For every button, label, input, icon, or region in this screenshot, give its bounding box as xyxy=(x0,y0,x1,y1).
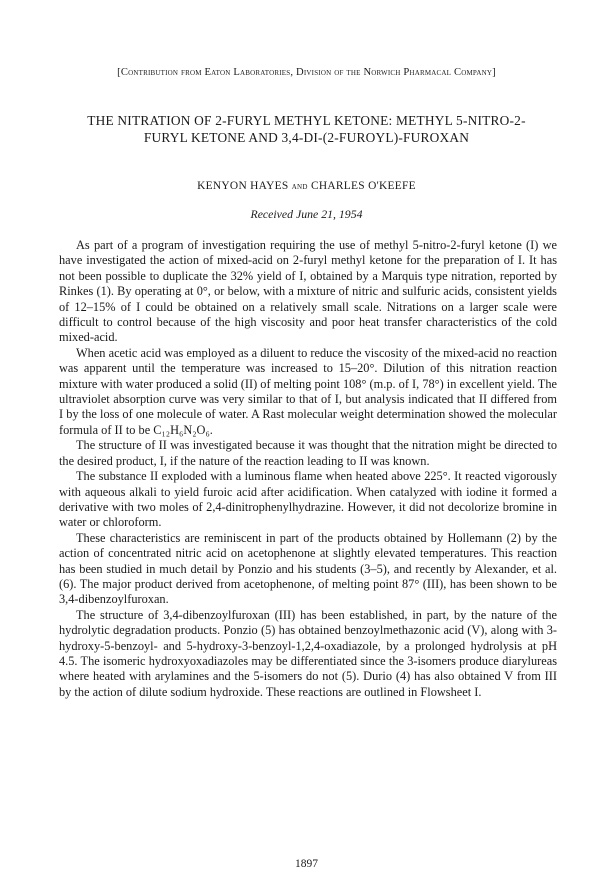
paragraph: As part of a program of investigation requiring the use of methyl 5-nitro-2-furyl ketone (I) we have investigated the action of mixed-acid on 2-furyl methyl ketone for the preparation of I. It has not been possible to duplicate the 32% yield of I, obtained by a Marquis type nitration, reported by Rinkes (1). By operating at 0°, or below, with a mixture of nitric and sulfuric acids, consistent yields of 12–15% of I could be obtained on a relatively small scale. Nitrations on a larger scale were difficult to control because of the high viscosity and poor heat transfer characteristics of the cold mixed-acid. xyxy=(59,238,557,345)
author-1: KENYON HAYES xyxy=(197,180,289,192)
article-title: THE NITRATION OF 2-FURYL METHYL KETONE: METHYL 5-NITRO-2-FURYL KETONE AND 3,4-DI-(2-FUROYL)-FUROXAN xyxy=(87,113,526,145)
paragraph: When acetic acid was employed as a diluent to reduce the viscosity of the mixed-acid no reaction was apparent until the temperature was increased to 15–20°. Dilution of this nitration reaction mixture with water produced a solid (II) of melting point 108° (m.p. of I, 78°) in excellent yield. The ultraviolet absorption curve was very similar to that of I, but analysis indicated that II differed from I by the loss of one molecule of water. A Rast molecular weight determination showed the molecular formula of II to be C₁₂H₆N₂O₆. xyxy=(59,345,557,437)
author-conjunction: and xyxy=(291,181,308,192)
affiliation: [Contribution from Eaton Laboratories, Division of the Norwich Pharmacal Company] xyxy=(117,67,496,78)
page-number: 1897 xyxy=(295,858,318,870)
paragraph: These characteristics are reminiscent in part of the products obtained by Hollemann (2) by the action of concentrated nitric acid on acetophenone at slightly elevated temperatures. This reaction has been studied in much detail by Ponzio and his students (3–5), and recently by Alexander, et al. (6). The major product derived from acetophenone, of melting point 87° (III), has been shown to be 3,4-dibenzoylfuroxan. xyxy=(59,530,557,607)
received-date: Received June 21, 1954 xyxy=(250,207,363,221)
paragraph: The substance II exploded with a luminous flame when heated above 225°. It reacted vigorously with aqueous alkali to yield furoic acid after acidification. When catalyzed with iodine it formed a derivative with two moles of 2,4-dinitrophenylhydrazine. However, it did not decolorize bromine in water or chloroform. xyxy=(59,469,557,530)
paragraph: The structure of II was investigated because it was thought that the nitration might be directed to the desired product, I, if the nature of the reaction leading to II was known. xyxy=(59,438,557,468)
author-2: CHARLES O'KEEFE xyxy=(310,180,416,192)
article-body xyxy=(59,238,557,700)
author-line xyxy=(96,180,517,192)
paragraph: The structure of 3,4-dibenzoylfuroxan (III) has been established, in part, by the nature of the hydrolytic degradation products. Ponzio (5) has obtained benzoylmethazonic acid (V), along with 3-hydroxy-5-benzoyl- and 5-hydroxy-3-benzoyl-1,2,4-oxadiazole, by a prolonged hydrolysis at pH 4.5. The isomeric hydroxyoxadiazoles may be differentiated since the 3-isomers produce diarylureas where heated with arylamines and the 5-isomers do not (5). Durio (4) has also obtained V from III by the action of dilute sodium hydroxide. These reactions are outlined in Flowsheet I. xyxy=(59,607,557,699)
